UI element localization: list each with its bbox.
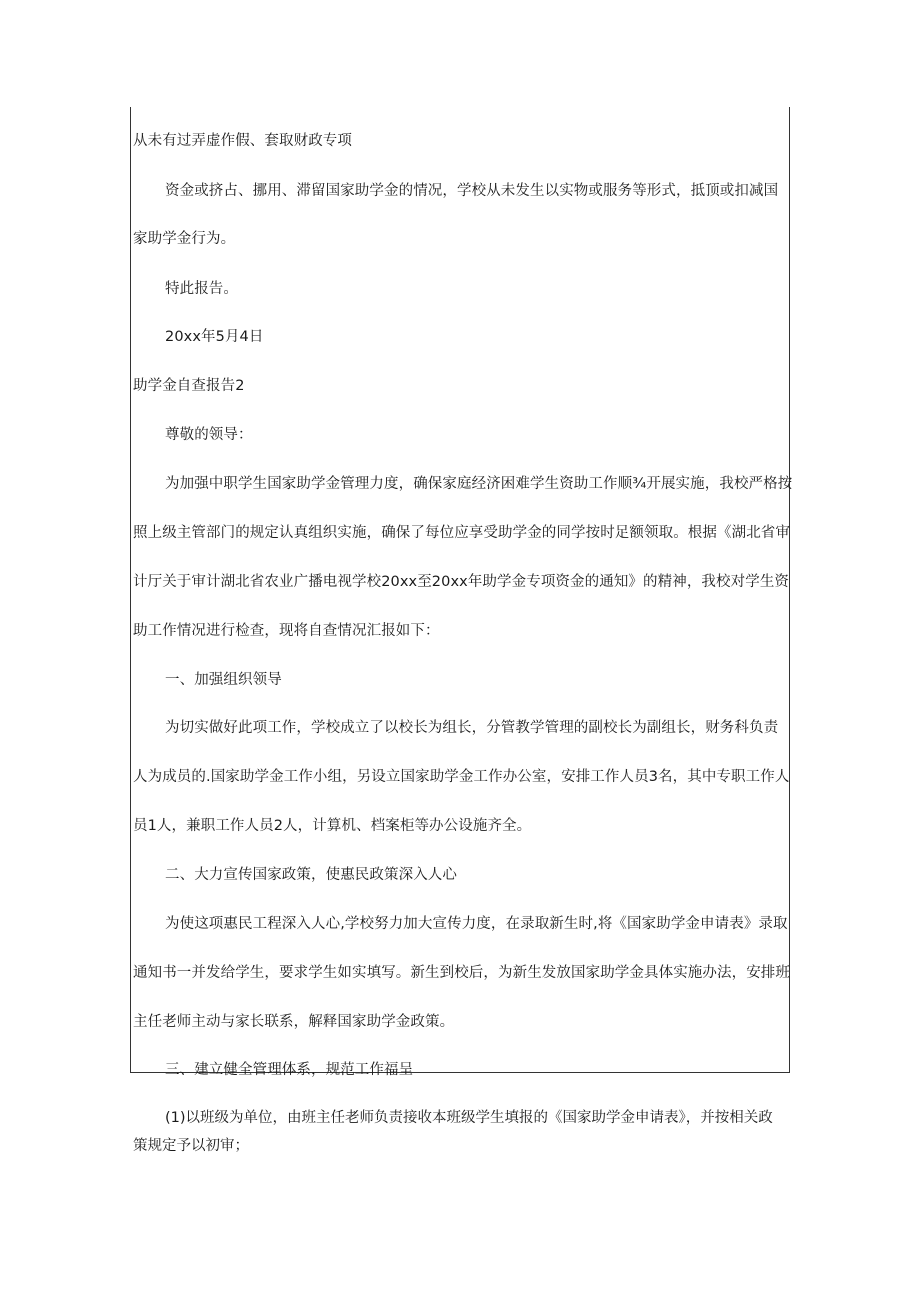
text-line: 为加强中职学生国家助学金管理力度，确保家庭经济困难学生资助工作顺¾开展实施，我校严格按 bbox=[165, 476, 793, 492]
text-line: 照上级主管部门的规定认真组织实施，确保了每位应享受助学金的同学按时足额领取。根据《湖北省审 bbox=[133, 525, 790, 541]
text-line: 资金或挤占、挪用、滞留国家助学金的情况，学校从未发生以实物或服务等形式，抵顶或扣减国 bbox=[165, 183, 779, 199]
text-line: 计厅关于审计湖北省农业广播电视学校20xx至20xx年助学金专项资金的通知》的精神，我校对学生资 bbox=[133, 574, 790, 590]
text-line: 员1人，兼职工作人员2人，计算机、档案柜等办公设施齐全。 bbox=[133, 818, 532, 834]
text-line: 助工作情况进行检查，现将自查情况汇报如下： bbox=[133, 623, 440, 639]
heading-3: 三、建立健全管理体系，规范工作福呈 bbox=[165, 1062, 414, 1078]
section-title: 助学金自查报告2 bbox=[133, 378, 245, 394]
tail-line: (1)以班级为单位，由班主任老师负责接收本班级学生填报的《国家助学金申请表》，并按相关政 bbox=[165, 1110, 773, 1126]
text-line: 为切实做好此项工作，学校成立了以校长为组长，分管教学管理的副校长为副组长，财务科负责 bbox=[165, 720, 779, 736]
date-line: 20xx年5月4日 bbox=[165, 329, 264, 345]
text-line: 主任老师主动与家长联系，解释国家助学金政策。 bbox=[133, 1014, 455, 1030]
heading-2: 二、大力宣传国家政策，使惠民政策深入人心 bbox=[165, 867, 457, 883]
text-line: 家助学金行为。 bbox=[133, 231, 236, 247]
text-line: 人为成员的.国家助学金工作小组，另设立国家助学金工作办公室，安排工作人员3名，其中专职工作人 bbox=[133, 769, 790, 785]
text-line: 为使这项惠民工程深入人心,学校努力加大宣传力度，在录取新生时,将《国家助学金申请表》录取 bbox=[165, 916, 788, 932]
salutation: 尊敬的领导： bbox=[165, 427, 253, 443]
tail-line: 策规定予以初审； bbox=[133, 1138, 249, 1154]
text-line: 特此报告。 bbox=[165, 281, 238, 297]
text-line: 通知书一并发给学生，要求学生如实填写。新生到校后，为新生发放国家助学金具体实施办法，安排班 bbox=[133, 965, 790, 981]
text-line: 从未有过弄虚作假、套取财政专项 bbox=[133, 133, 352, 149]
heading-1: 一、加强组织领导 bbox=[165, 672, 282, 688]
